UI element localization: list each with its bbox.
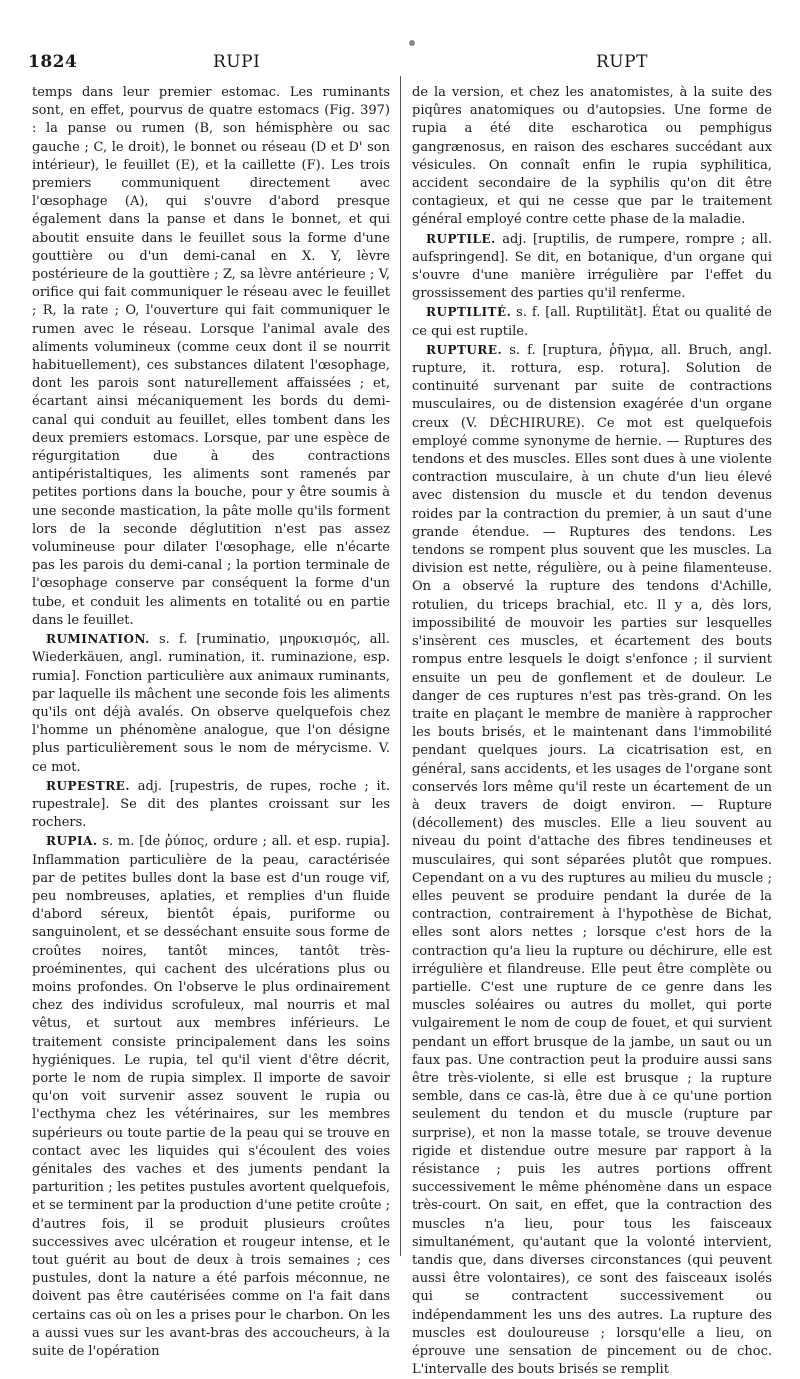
page-number: 1824 xyxy=(28,52,78,72)
right-column xyxy=(412,84,772,1379)
column-divider xyxy=(400,76,401,1256)
entry-body: s. f. [all. Ruptilität]. État ou qualité de ce qui est ruptile. xyxy=(412,305,772,339)
continued-text: temps dans leur premier estomac. Les ruminants sont, en effet, pourvus de quatre estomacs (Fig. 397) : la panse ou rumen (B, son hémisphère ou sac gauche ; C, le droit), le bonnet ou réseau (D et D' son intérieur), le feuillet (E), et la caillette (F). Les trois premiers communiquent directement avec l'œsophage (A), qui s'ouvre d'abord presque également dans la panse et dans le bonnet, et qui aboutit ensuite dans le feuillet sous la forme d'une gouttière ou d'un demi-canal en X. Y, lèvre postérieure de la gouttière ; Z, sa lèvre antérieure ; V, orifice qui fait communiquer le réseau avec le feuillet ; R, la rate ; O, l'ouverture qui fait communiquer le rumen avec le réseau. Lorsque l'animal avale des aliments volumineux (comme ceux dont il se nourrit habituellement), ces substances dilatent l'œsophage, dont les parois sont naturellement affaissées ; et, écartant ainsi mécaniquement les bords du demi-canal qui conduit au feuillet, elles tombent dans les deux premiers estomacs. Lorsque, par une espèce de régurgitation due à des contractions antipéristaltiques, les aliments sont ramenés par petites portions dans la bouche, pour y être soumis à une seconde mastication, la pâte molle qu'ils forment lors de la seconde déglutition n'est pas assez volumineuse pour dilater l'œsophage, elle n'écarte pas les parois du demi-canal ; la portion terminale de l'œsophage conserve par conséquent la forme d'un tube, et conduit les aliments en totalité ou en partie dans le feuillet. xyxy=(32,85,390,628)
continued-text: de la version, et chez les anatomistes, à la suite des piqûres anatomiques ou d'autopsies. Une forme de rupia a été dite escharotica ou pemphigus gangrænosus, en raison des eschares succédant aux vésicules. On connaît enfin le rupia syphilitica, accident secondaire de la syphilis qu'on dit être contagieux, et qui ne cesse que par le traitement général employé contre cette phase de la maladie. xyxy=(412,85,772,228)
left-running-head: RUPI xyxy=(213,52,261,72)
entry-body: adj. [ruptilis, de rumpere, rompre ; all. aufspringend]. Se dit, en botanique, d'un organe qui s'ouvre d'une manière irrégulière par l'effet du grossissement des parties qu'il renferme. xyxy=(412,231,772,302)
left-column xyxy=(32,84,390,1361)
entry-headword: RUPIA. xyxy=(46,834,98,849)
entry-headword: RUPTILITÉ. xyxy=(426,305,512,320)
entry-headword: RUPESTRE. xyxy=(46,778,130,793)
dictionary-entry xyxy=(32,832,390,1361)
dictionary-entry xyxy=(412,230,772,304)
entry-headword: RUPTURE. xyxy=(426,342,503,357)
entry-body: s. f. [ruminatio, μηρυκισμός, all. Wiederkäuen, angl. rumination, it. ruminazione, esp. rumia]. Fonction particulière aux animaux ruminants, par laquelle ils mâchent une seconde fois les aliments qu'ils ont déjà avalés. On observe quelquefois chez l'homme un phénomène analogue, que l'on désigne plus particulièrement sous le nom de mérycisme. V. ce mot. xyxy=(32,632,390,775)
entry-body: s. f. [ruptura, ῥῆγμα, all. Bruch, angl. rupture, it. rottura, esp. rotura]. Solution de continuité survenant par suite de contractions musculaires, ou de distension exagérée d'un organe creux (V. DÉCHIRURE). Ce mot est quelquefois employé comme synonyme de hernie. — Ruptures des tendons et des muscles. Elles sont dues à une violente contraction musculaire, à un chute d'un lieu élevé avec distension du muscle et du tendon devenus roides par la contraction du premier, à un saut d'une grande étendue. — Ruptures des tendons. Les tendons se rompent plus souvent que les muscles. La division est nette, régulière, ou à peine filamenteuse. On a observé la rupture des tendons d'Achille, rotulien, du triceps brachial, etc. Il y a, dès lors, impossibilité de mouvoir les parties sur lesquelles s'insèrent ces muscles, et écartement des bouts rompus entre lesquels le doigt s'enfonce ; il survient ensuite un peu de gonflement et de douleur. Le danger de ces ruptures n'est pas très-grand. On les traite en plaçant le membre de manière à rapprocher les bouts brisés, et le maintenant dans l'immobilité pendant quelques jours. La cicatrisation est, en général, sans accidents, et les usages de l'organe sont conservés lors même qu'il reste un écartement de un à deux travers de doigt environ. — Rupture (décollement) des muscles. Elle a lieu souvent au niveau du point d'attache des fibres tendineuses et musculaires, qui sont séparées plutôt que rompues. Cependant on a vu des ruptures au milieu du muscle ; elles peuvent se produire pendant la durée de la contraction, contrairement à l'hypothèse de Bichat, elles sont alors nettes ; lorsque c'est hors de la contraction qu'a lieu la rupture ou déchirure, elle est irrégulière et filandreuse. Elle peut être complète ou partielle. C'est une rupture de ce genre dans les muscles soléaires ou autres du mollet, qui porte vulgairement le nom de coup de fouet, et qui survient pendant un effort brusque de la jambe, un saut ou un faux pas. Une contraction peut la produire aussi sans être très-violente, si elle est brusque ; la rupture semble, dans ce cas-là, être due à ce qu'une portion seulement du tendon et du muscle (rupture par surprise), et non la masse totale, se trouve devenue rigide et distendue outre mesure par rapport à la résistance ; puis les autres portions offrent successivement le même phénomène dans un espace très-court. On sait, en effet, que la contraction des muscles n'a lieu, pour tous les faisceaux simultanément, qu'autant que la volonté intervient, tandis que, dans diverses circonstances (qui peuvent aussi être volontaires), ce sont des faisceaux isolés qui se contractent successivement ou indépendamment les uns des autres. La rupture des muscles est douloureuse ; lorsqu'elle a lieu, on éprouve une sensation de pincement ou de choc. L'intervalle des bouts brisés se remplit xyxy=(412,342,772,1378)
running-header xyxy=(28,50,784,80)
dictionary-entry xyxy=(32,777,390,833)
ink-speck xyxy=(409,40,415,46)
right-running-head: RUPT xyxy=(596,52,648,72)
dictionary-entry xyxy=(412,303,772,340)
dictionary-entry xyxy=(32,630,390,777)
entry-body: s. m. [de ῥύπος, ordure ; all. et esp. rupia]. Inflammation particulière de la peau, caractérisée par de petites bulles dont la base est d'un rouge vif, peu nombreuses, aplaties, et remplies d'un fluide d'abord séreux, bientôt épais, puriforme ou sanguinolent, et se desséchant ensuite sous forme de croûtes noires, tantôt minces, tantôt très-proéminentes, qui cachent des ulcérations plus ou moins profondes. On l'observe le plus ordinairement chez des individus scrofuleux, mal nourris et mal vêtus, et surtout aux membres inférieurs. Le traitement consiste principalement dans les soins hygiéniques. Le rupia, tel qu'il vient d'être décrit, porte le nom de rupia simplex. Il importe de savoir qu'on voit survenir assez souvent le rupia ou l'ecthyma chez les vétérinaires, sur les membres supérieurs ou toute partie de la peau qui se trouve en contact avec les liquides qui s'écoulent des voies génitales des vaches et des juments pendant la parturition ; les petites pustules avortent quelquefois, et se terminent par la production d'une petite croûte ; d'autres fois, il se produit plusieurs croûtes successives avec ulcération et rougeur intense, et le tout guérit au bout de deux à trois semaines ; ces pustules, dont la nature a été parfois méconnue, ne doivent pas être cautérisées comme on l'a fait dans certains cas où on les a prises pour le charbon. On les a aussi vues sur les avant-bras des accoucheurs, à la suite de l'opération xyxy=(32,834,390,1360)
entry-headword: RUMINATION. xyxy=(46,632,150,647)
entry-body: adj. [rupestris, de rupes, roche ; it. rupestrale]. Se dit des plantes croissant sur les rochers. xyxy=(32,778,390,831)
dictionary-entry xyxy=(412,341,772,1379)
entry-headword: RUPTILE. xyxy=(426,231,496,246)
